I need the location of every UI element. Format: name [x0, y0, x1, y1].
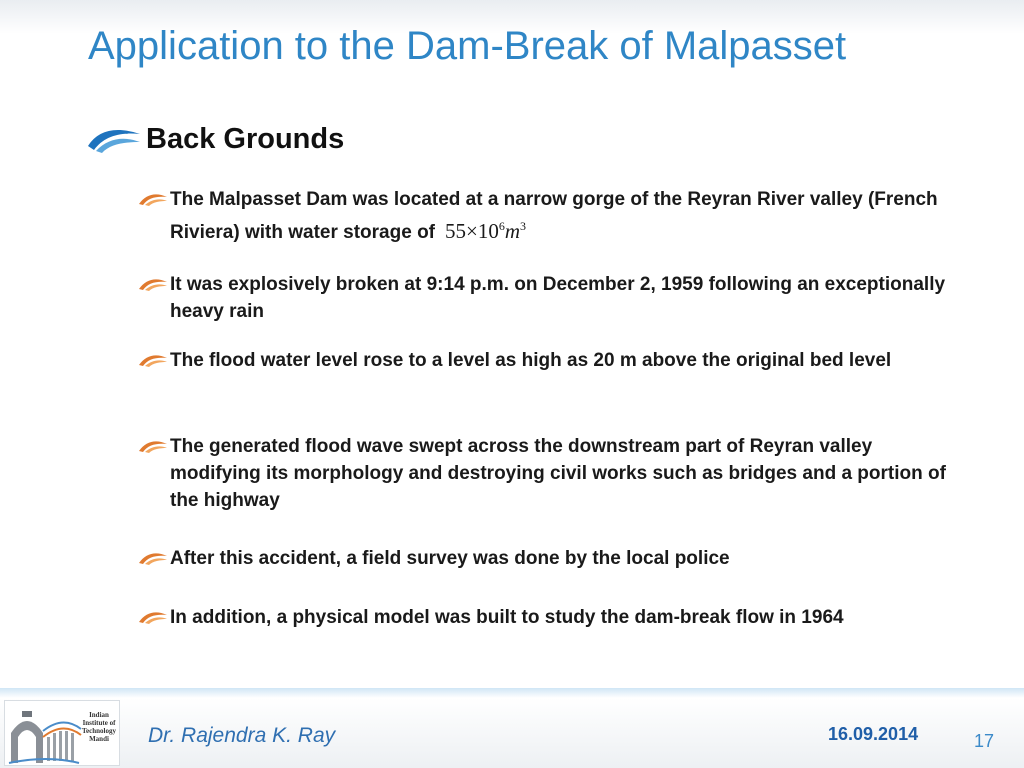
logo-text-line: Mandi: [89, 735, 109, 743]
section-heading: [86, 119, 344, 159]
section-label: Back Grounds: [146, 122, 345, 155]
bullet-item: [138, 604, 968, 631]
bullet-arrow-icon: [138, 439, 168, 453]
bullet-text: It was explosively broken at 9:14 p.m. on December 2, 1959 following an exceptionally heavy rain: [170, 274, 946, 322]
wave-icon: [86, 124, 142, 154]
bullet-item: [138, 347, 968, 374]
author-name: Dr. Rajendra K. Ray: [148, 724, 336, 747]
logo-text-line: Institute of: [82, 719, 116, 727]
logo-text-line: Indian: [89, 711, 109, 719]
bullet-arrow-icon: [138, 192, 168, 206]
storage-formula: [445, 219, 526, 243]
bullet-text: In addition, a physical model was built to study the dam-break flow in 1964: [170, 607, 844, 628]
institute-logo: [4, 700, 120, 766]
formula-unit-exponent: 3: [520, 219, 527, 233]
footer-divider: [0, 688, 1024, 698]
bullet-text: The generated flood wave swept across the downstream part of Reyran valley modifying its morphology and destroying civil works such as bridges and a portion of the highway: [170, 436, 946, 511]
bullet-item: [138, 433, 968, 514]
bullet-item: [138, 271, 968, 325]
logo-text-line: Technology: [82, 727, 116, 735]
slide-title: Application to the Dam-Break of Malpasset: [88, 24, 847, 68]
bullet-arrow-icon: [138, 277, 168, 291]
bullet-text: The Malpasset Dam was located at a narrow gorge of the Reyran River valley (French Riviera) with water storage of: [170, 189, 938, 243]
bullet-arrow-icon: [138, 551, 168, 565]
page-number: 17: [974, 731, 995, 751]
formula-unit: m: [504, 219, 521, 243]
bullet-text: The flood water level rose to a level as high as 20 m above the original bed level: [170, 350, 892, 371]
logo-text: [79, 711, 119, 743]
bullet-item: [138, 186, 968, 246]
formula-base: 55×10: [445, 219, 499, 243]
slide-date: 16.09.2014: [828, 724, 919, 744]
bullet-arrow-icon: [138, 353, 168, 367]
bullet-item: [138, 545, 968, 572]
bullet-text: After this accident, a field survey was done by the local police: [170, 548, 730, 569]
formula-exponent: 6: [498, 219, 505, 233]
bullet-arrow-icon: [138, 610, 168, 624]
